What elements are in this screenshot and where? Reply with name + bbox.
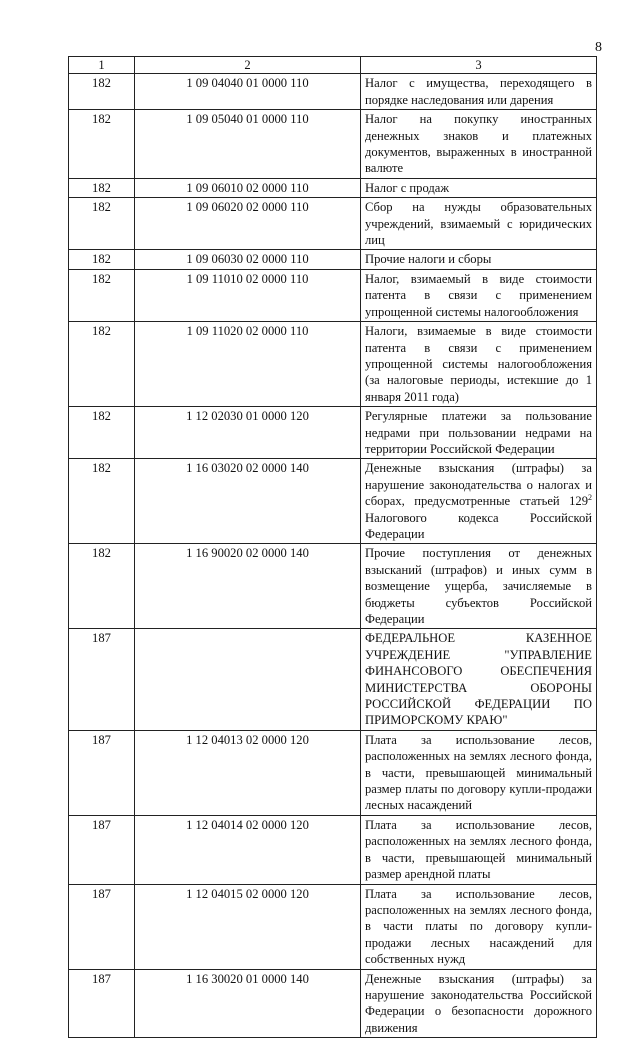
table-row [69, 884, 597, 969]
table-row [69, 250, 597, 269]
admin-code-cell: 187 [69, 815, 135, 884]
description-cell: Налог с имущества, переходящего в порядке наследования или дарения [361, 74, 597, 110]
budget-code-cell: 1 09 05040 01 0000 110 [135, 110, 361, 179]
budget-code-cell: 1 09 06010 02 0000 110 [135, 178, 361, 197]
description-cell: Денежные взыскания (штрафы) за нарушение законодательства Российской Федерации о безопасности дорожного движения [361, 969, 597, 1038]
table-header-row [69, 57, 597, 74]
budget-code-cell: 1 09 06030 02 0000 110 [135, 250, 361, 269]
budget-code-cell: 1 12 04015 02 0000 120 [135, 884, 361, 969]
budget-code-cell: 1 09 06020 02 0000 110 [135, 198, 361, 250]
admin-code-cell: 187 [69, 730, 135, 815]
admin-code-cell: 182 [69, 178, 135, 197]
header-col-2: 2 [135, 57, 361, 74]
description-cell: Плата за использование лесов, расположенных на землях лесного фонда, в части платы по договору купли-продажи лесных насаждений для собственных нужд [361, 884, 597, 969]
table-row [69, 178, 597, 197]
table-row [69, 74, 597, 110]
table-row [69, 730, 597, 815]
admin-code-cell: 182 [69, 198, 135, 250]
table-row [69, 198, 597, 250]
description-cell: Налог с продаж [361, 178, 597, 197]
admin-code-cell: 182 [69, 544, 135, 629]
description-cell: Налог на покупку иностранных денежных знаков и платежных документов, выраженных в иностранной валюте [361, 110, 597, 179]
table-row [69, 269, 597, 321]
table-row [69, 407, 597, 459]
budget-code-cell: 1 16 30020 01 0000 140 [135, 969, 361, 1038]
table-row [69, 815, 597, 884]
budget-code-cell: 1 12 02030 01 0000 120 [135, 407, 361, 459]
budget-code-cell [135, 629, 361, 730]
description-cell: Плата за использование лесов, расположенных на землях лесного фонда, в части, превышающей минимальный размер арендной платы [361, 815, 597, 884]
description-cell: Прочие поступления от денежных взысканий (штрафов) и иных сумм в возмещение ущерба, зачисляемые в бюджеты субъектов Российской Федерации [361, 544, 597, 629]
admin-code-cell: 182 [69, 269, 135, 321]
table-row [69, 322, 597, 407]
admin-code-cell: 182 [69, 322, 135, 407]
description-cell: Регулярные платежи за пользование недрами при пользовании недрами на территории Российской Федерации [361, 407, 597, 459]
header-col-1: 1 [69, 57, 135, 74]
article-superscript: 2 [588, 492, 592, 502]
admin-code-cell: 187 [69, 629, 135, 730]
description-cell: Плата за использование лесов, расположенных на землях лесного фонда, в части, превышающей минимальный размер платы по договору купли-продажи лесных насаждений [361, 730, 597, 815]
table-row [69, 544, 597, 629]
budget-code-cell: 1 12 04013 02 0000 120 [135, 730, 361, 815]
admin-code-cell: 182 [69, 459, 135, 544]
header-col-3: 3 [361, 57, 597, 74]
description-cell: Налог, взимаемый в виде стоимости патента в связи с применением упрощенной системы налогообложения [361, 269, 597, 321]
description-cell: Налоги, взимаемые в виде стоимости патента в связи с применением упрощенной системы налогообложения (за налоговые периоды, истекшие до 1 января 2011 года) [361, 322, 597, 407]
description-cell: Сбор на нужды образовательных учреждений, взимаемый с юридических лиц [361, 198, 597, 250]
organization-name-cell: ФЕДЕРАЛЬНОЕ КАЗЕННОЕ УЧРЕЖДЕНИЕ "УПРАВЛЕНИЕ ФИНАНСОВОГО ОБЕСПЕЧЕНИЯ МИНИСТЕРСТВА ОБОРОНЫ РОССИЙСКОЙ ФЕДЕРАЦИИ ПО ПРИМОРСКОМУ КРАЮ" [361, 629, 597, 730]
budget-code-cell: 1 09 11020 02 0000 110 [135, 322, 361, 407]
admin-code-cell: 182 [69, 110, 135, 179]
budget-code-cell: 1 12 04014 02 0000 120 [135, 815, 361, 884]
description-text: Денежные взыскания (штрафы) за нарушение законодательства о налогах и сборах, предусмотренные статьей 129 [365, 461, 592, 509]
budget-code-cell: 1 16 90020 02 0000 140 [135, 544, 361, 629]
admin-code-cell: 182 [69, 407, 135, 459]
description-cell [361, 459, 597, 544]
table-row [69, 110, 597, 179]
admin-code-cell: 182 [69, 250, 135, 269]
budget-code-cell: 1 09 11010 02 0000 110 [135, 269, 361, 321]
budget-code-cell: 1 16 03020 02 0000 140 [135, 459, 361, 544]
table-row [69, 459, 597, 544]
page-number: 8 [595, 40, 602, 55]
table-row [69, 629, 597, 730]
description-text: Налогового кодекса Российской Федерации [365, 510, 592, 541]
admin-code-cell: 187 [69, 884, 135, 969]
table-row [69, 969, 597, 1038]
admin-code-cell: 187 [69, 969, 135, 1038]
budget-codes-table [68, 56, 597, 1038]
budget-code-cell: 1 09 04040 01 0000 110 [135, 74, 361, 110]
description-cell: Прочие налоги и сборы [361, 250, 597, 269]
admin-code-cell: 182 [69, 74, 135, 110]
